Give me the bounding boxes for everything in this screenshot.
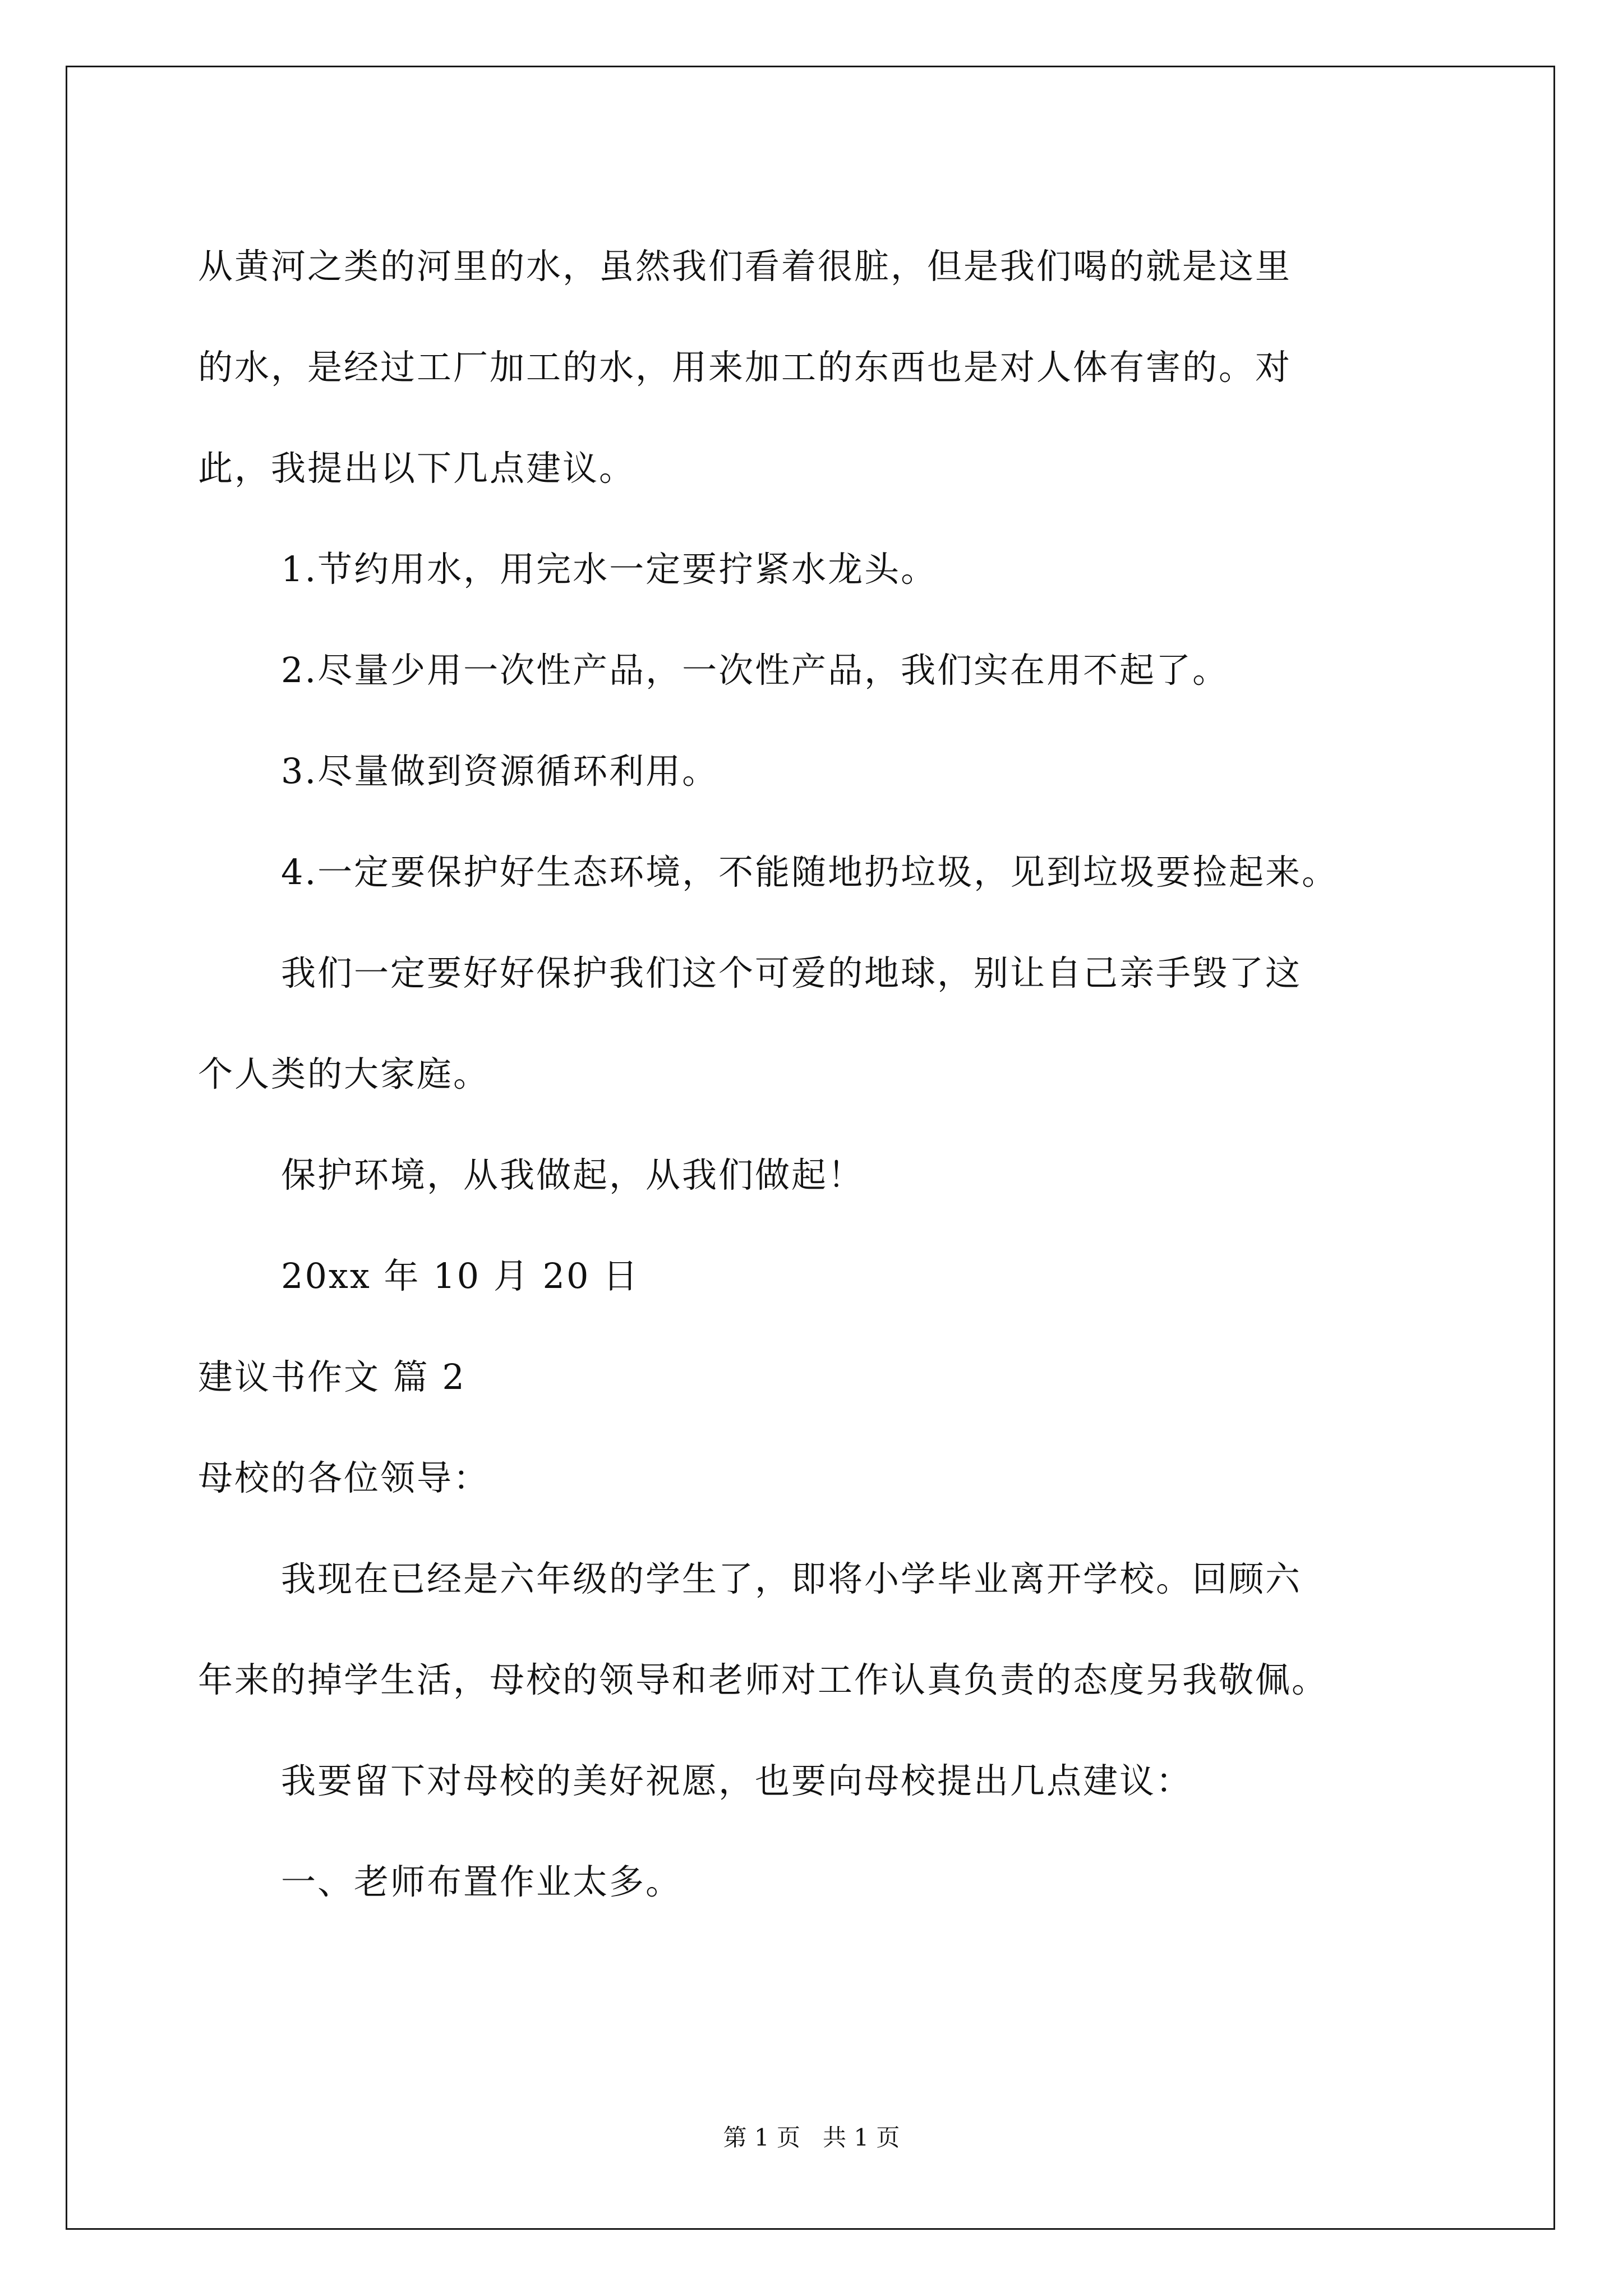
paragraph-line: 从黄河之类的河里的水，虽然我们看着很脏，但是我们喝的就是这里 — [198, 246, 1292, 287]
document-body — [198, 216, 1432, 1932]
paragraph-line: 我要留下对母校的美好祝愿，也要向母校提出几点建议： — [281, 1760, 1193, 1801]
date-line: 20xx 年 10 月 20 日 — [281, 1255, 640, 1296]
paragraph-line: 的水，是经过工厂加工的水，用来加工的东西也是对人体有害的。对 — [198, 347, 1292, 388]
list-item: 一、老师布置作业太多。 — [281, 1861, 683, 1902]
paragraph-line: 此，我提出以下几点建议。 — [198, 448, 636, 489]
section-heading: 建议书作文 篇 2 — [198, 1356, 466, 1397]
paragraph-line: 年来的掉学生活，母校的领导和老师对工作认真负责的态度另我敬佩。 — [198, 1659, 1329, 1700]
paragraph-line: 我现在已经是六年级的学生了，即将小学毕业离开学校。回顾六 — [281, 1558, 1302, 1599]
page-number-total: 共 1 页 — [823, 2124, 900, 2151]
slogan-line: 保护环境，从我做起，从我们做起！ — [281, 1154, 865, 1195]
salutation: 母校的各位领导： — [198, 1457, 490, 1498]
paragraph-line: 我们一定要好好保护我们这个可爱的地球，别让自己亲手毁了这 — [281, 953, 1302, 993]
list-item: 1.节约用水，用完水一定要拧紧水龙头。 — [281, 549, 938, 590]
list-item: 4.一定要保护好生态环境，不能随地扔垃圾，见到垃圾要捡起来。 — [281, 852, 1339, 892]
list-item: 3.尽量做到资源循环利用。 — [281, 751, 719, 792]
list-item: 2.尽量少用一次性产品，一次性产品，我们实在用不起了。 — [281, 650, 1229, 691]
page-number-current: 第 1 页 — [723, 2124, 800, 2151]
page-footer — [0, 2119, 1623, 2153]
paragraph-line: 个人类的大家庭。 — [198, 1053, 490, 1094]
